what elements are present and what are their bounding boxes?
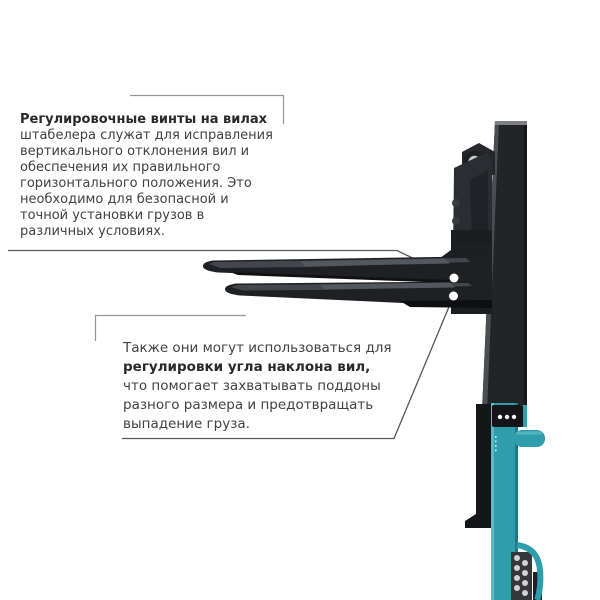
callout-bracket-bottom: [96, 316, 247, 342]
plate-dot: [498, 415, 502, 419]
annotation-line: точной установки грузов в: [20, 208, 205, 223]
annotation-line: вертикального отклонения вил и: [20, 144, 250, 159]
carriage-bolt: [452, 199, 460, 207]
annotation-line: горизонтального положения. Это: [20, 176, 252, 191]
plate-dot: [505, 415, 509, 419]
chain-link: [522, 590, 528, 596]
chain-backplate: [511, 552, 532, 600]
chain-link: [514, 575, 520, 581]
label-mark: [495, 450, 497, 452]
annotation-line: Также они могут использоваться для: [123, 340, 392, 356]
plate-dot: [512, 415, 516, 419]
cylinder-left-highlight: [491, 403, 494, 600]
annotation-line: выпадение груза.: [123, 416, 250, 432]
annotation-line: что помогает захватывать поддоны: [123, 378, 381, 394]
chain-link: [514, 555, 520, 561]
carriage-bolt: [452, 217, 460, 225]
lift-chain-assembly: [511, 545, 542, 600]
handle-highlight: [516, 432, 542, 435]
rail-strip: [476, 404, 492, 514]
chain-link: [514, 565, 520, 571]
annotation-block-adjustment-screws: [20, 112, 273, 240]
mast-right-edge: [524, 121, 527, 411]
chain-link: [514, 585, 520, 591]
annotation-line: разного размера и предотвращать: [123, 397, 374, 413]
annotation-heading: Регулировочные винты на вилах: [20, 112, 268, 127]
annotation-block-tilt-adjustment: [123, 339, 392, 434]
annotation-line: необходимо для безопасной и: [20, 192, 229, 207]
chain-link: [522, 570, 528, 576]
annotation-line: различных условиях.: [20, 224, 166, 239]
lower-fork-underside: [400, 300, 492, 308]
chain-link: [522, 560, 528, 566]
rail-foot: [465, 505, 492, 528]
label-mark: [495, 436, 497, 438]
mast-rail-lower: [465, 404, 492, 528]
callout-marker-upper-fork-screw: [450, 274, 459, 283]
annotation-line-emphasized: регулировки угла наклона вил,: [123, 359, 371, 375]
label-mark: [495, 445, 497, 447]
mast-top-cap: [495, 121, 527, 125]
annotation-line: штабелера служат для исправления: [20, 128, 273, 143]
annotation-line: обеспечения их правильного: [20, 160, 221, 175]
callout-marker-lower-fork-screw: [449, 292, 458, 301]
label-mark: [495, 441, 497, 443]
chain-link: [522, 580, 528, 586]
upper-fork: [203, 242, 492, 283]
